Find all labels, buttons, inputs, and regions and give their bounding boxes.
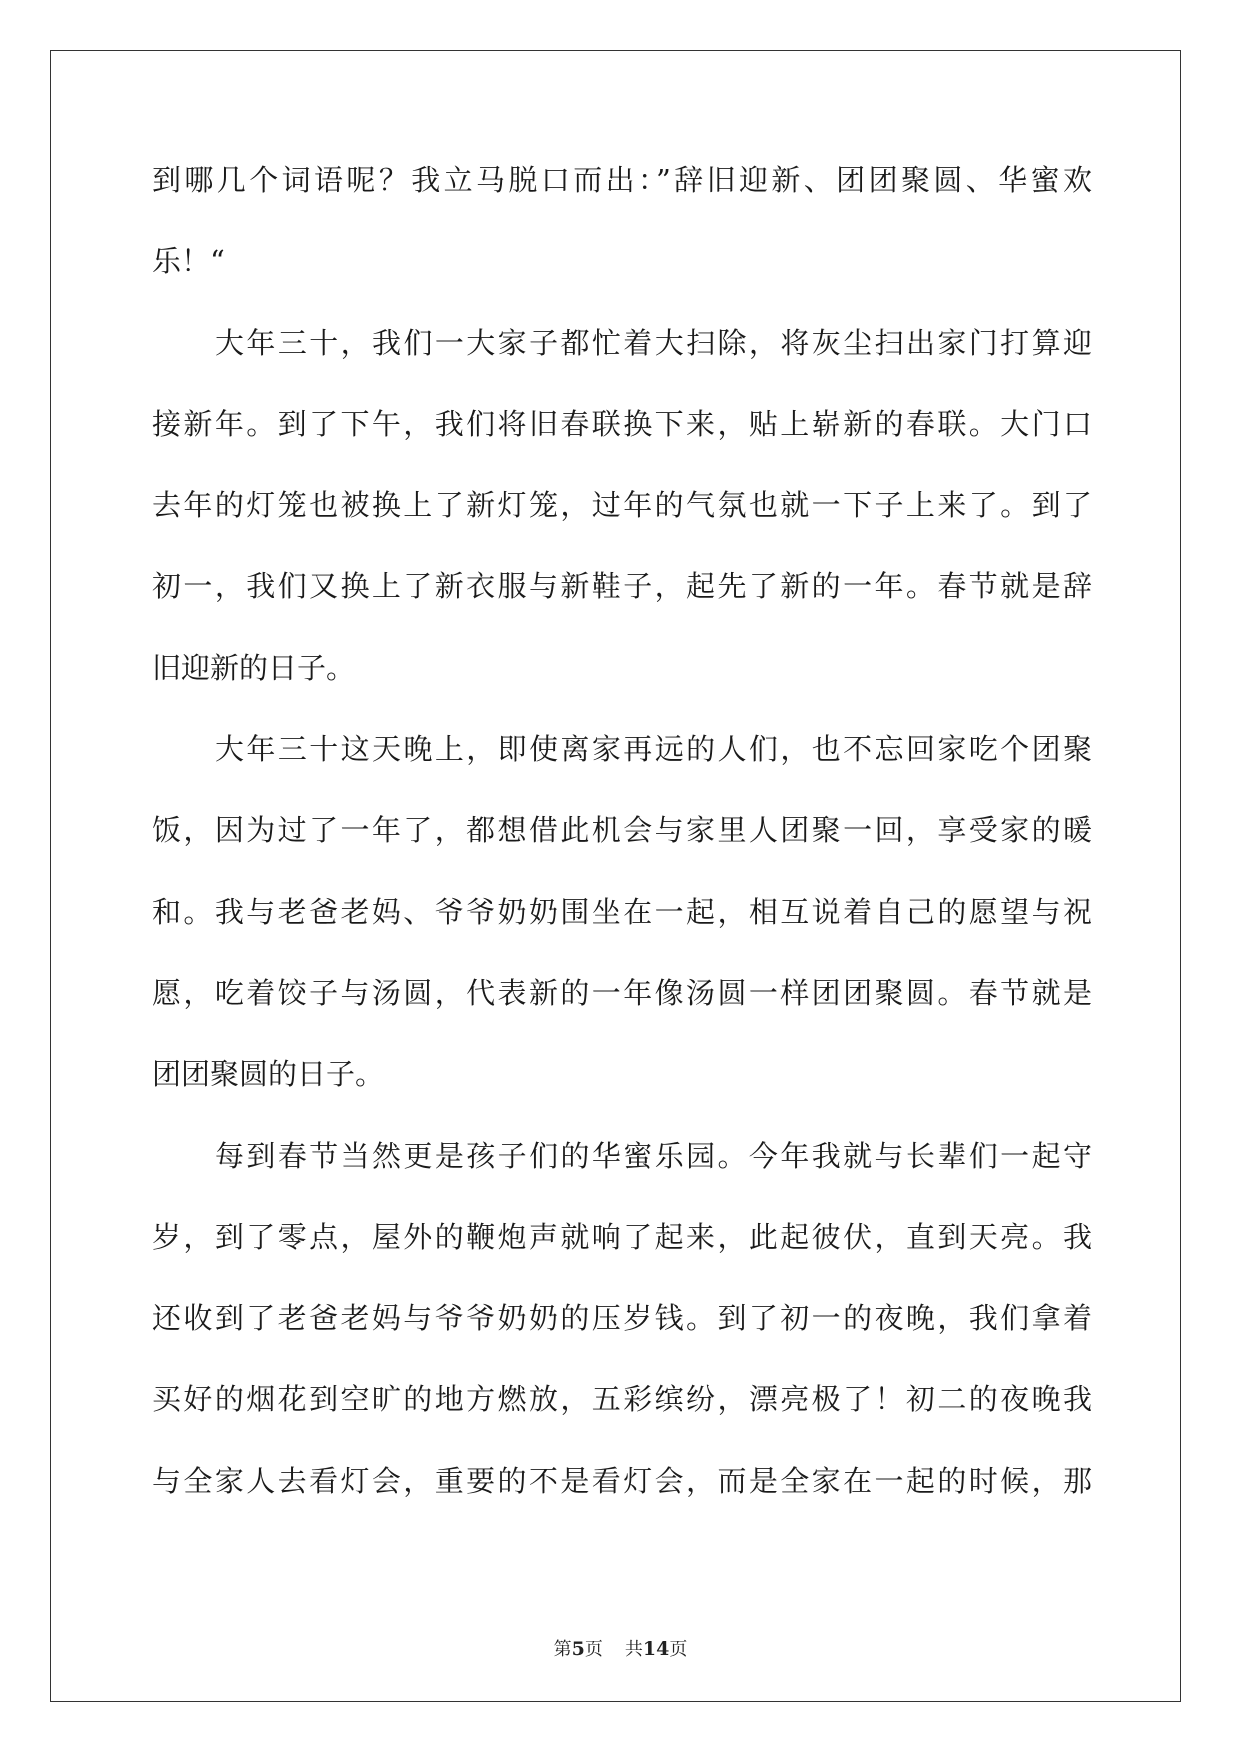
text-line: 接新年。到了下午，我们将旧春联换下来，贴上崭新的春联。大门口 [152,406,1092,441]
text-line: 与全家人去看灯会，重要的不是看灯会，而是全家在一起的时候，那 [152,1463,1092,1498]
total-page-number: 14 [642,1638,670,1660]
document-body [152,160,1092,1542]
text-line: 到哪几个词语呢？我立马脱口而出：”辞旧迎新、团团聚圆、华蜜欢 [152,163,1092,197]
total-prefix: 共 [624,1639,643,1660]
current-page-number: 5 [571,1638,585,1660]
text-line: 饭，因为过了一年了，都想借此机会与家里人团聚一回，享受家的暖 [152,813,1092,848]
paragraph-start-line: 大年三十，我们一大家子都忙着大扫除，将灰尘扫出家门打算迎 [215,325,1092,360]
text-line: 旧迎新的日子。 [152,650,356,685]
text-line: 和。我与老爸老妈、爷爷奶奶围坐在一起，相互说着自己的愿望与祝 [152,894,1092,929]
text-line: 乐！“ [152,244,225,279]
text-line: 愿，吃着饺子与汤圆，代表新的一年像汤圆一样团团聚圆。春节就是 [152,975,1092,1010]
paragraph-start-line: 每到春节当然更是孩子们的华蜜乐园。今年我就与长辈们一起守 [215,1138,1092,1173]
page-suffix: 页 [584,1639,603,1660]
text-line: 团团聚圆的日子。 [152,1057,385,1092]
paragraph-start-line: 大年三十这天晚上，即使离家再远的人们，也不忘回家吃个团聚 [215,732,1092,767]
text-line: 还收到了老爸老妈与爷爷奶奶的压岁钱。到了初一的夜晚，我们拿着 [152,1301,1092,1336]
total-suffix: 页 [669,1639,688,1660]
text-line: 初一，我们又换上了新衣服与新鞋子，起先了新的一年。春节就是辞 [152,569,1092,604]
page-footer [0,1637,1241,1662]
page-prefix: 第 [553,1639,572,1660]
text-line: 去年的灯笼也被换上了新灯笼，过年的气氛也就一下子上来了。到了 [152,488,1092,523]
text-line: 岁，到了零点，屋外的鞭炮声就响了起来，此起彼伏，直到天亮。我 [152,1219,1092,1254]
text-line: 买好的烟花到空旷的地方燃放，五彩缤纷，漂亮极了！初二的夜晚我 [152,1382,1092,1417]
